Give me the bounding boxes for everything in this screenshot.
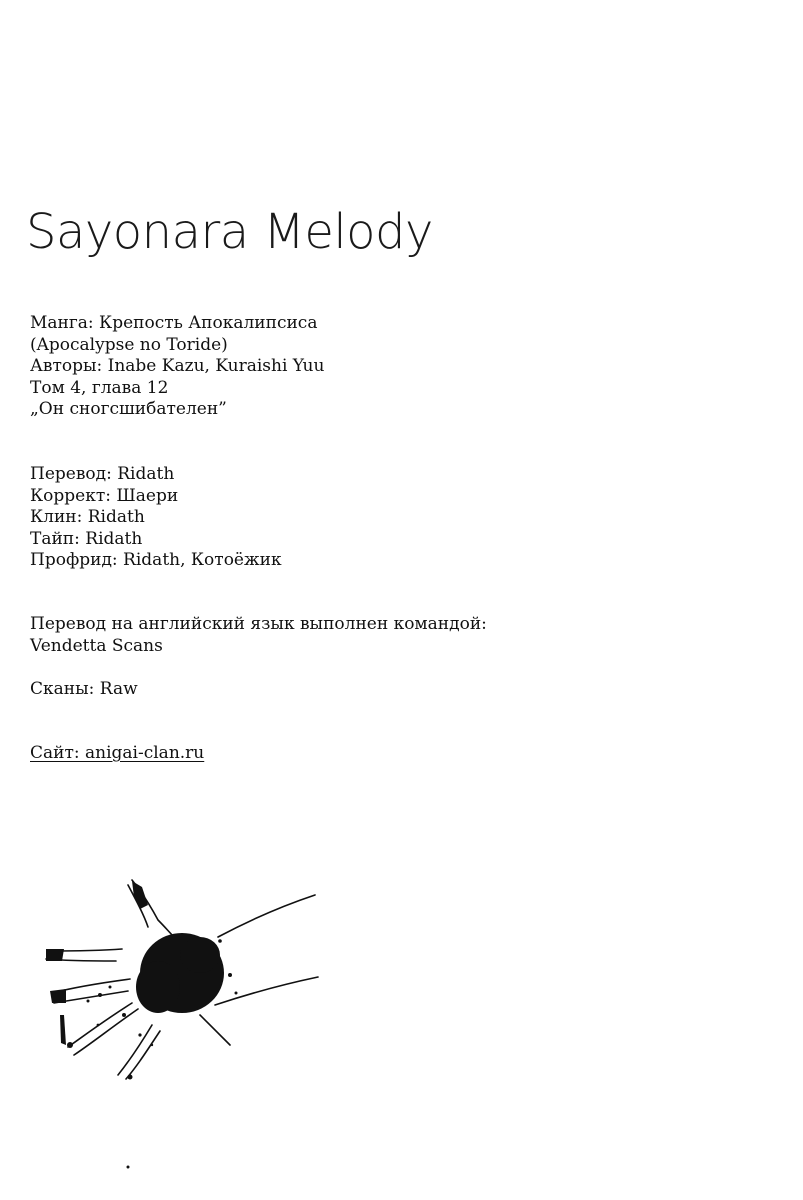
- chapter-title-line: „Он сногсшибателен”: [30, 399, 227, 419]
- site-credit: [30, 743, 204, 765]
- scans-line: Сканы: Raw: [30, 679, 138, 699]
- scans-credit: [30, 679, 138, 701]
- authors-line: Авторы: Inabe Kazu, Kuraishi Yuu: [30, 356, 325, 376]
- manga-info: [30, 313, 324, 421]
- site-link[interactable]: Сайт: anigai-clan.ru: [30, 743, 205, 763]
- english-credit-team: Vendetta Scans: [30, 635, 163, 656]
- bloody-hand-illustration: [40, 875, 330, 1175]
- page-title: Sayonara Melody: [26, 204, 433, 260]
- english-credit-label: Перевод на английский язык выполнен командой:: [30, 614, 487, 634]
- credit-clean: Клин: Ridath: [30, 507, 145, 527]
- english-credit: [30, 614, 487, 657]
- credit-proofreading: Коррект: Шаери: [30, 485, 179, 506]
- credit-proofread: Профрид: Ridath, Котоёжик: [30, 550, 282, 570]
- credit-translation: Перевод: Ridath: [30, 464, 175, 484]
- manga-original-title-line: (Apocalypse no Toride): [30, 334, 228, 355]
- credit-typeset: Тайп: Ridath: [30, 528, 143, 549]
- team-credits: [30, 464, 282, 572]
- manga-title-line: Манга: Крепость Апокалипсиса: [30, 313, 318, 333]
- volume-chapter-line: Том 4, глава 12: [30, 377, 169, 398]
